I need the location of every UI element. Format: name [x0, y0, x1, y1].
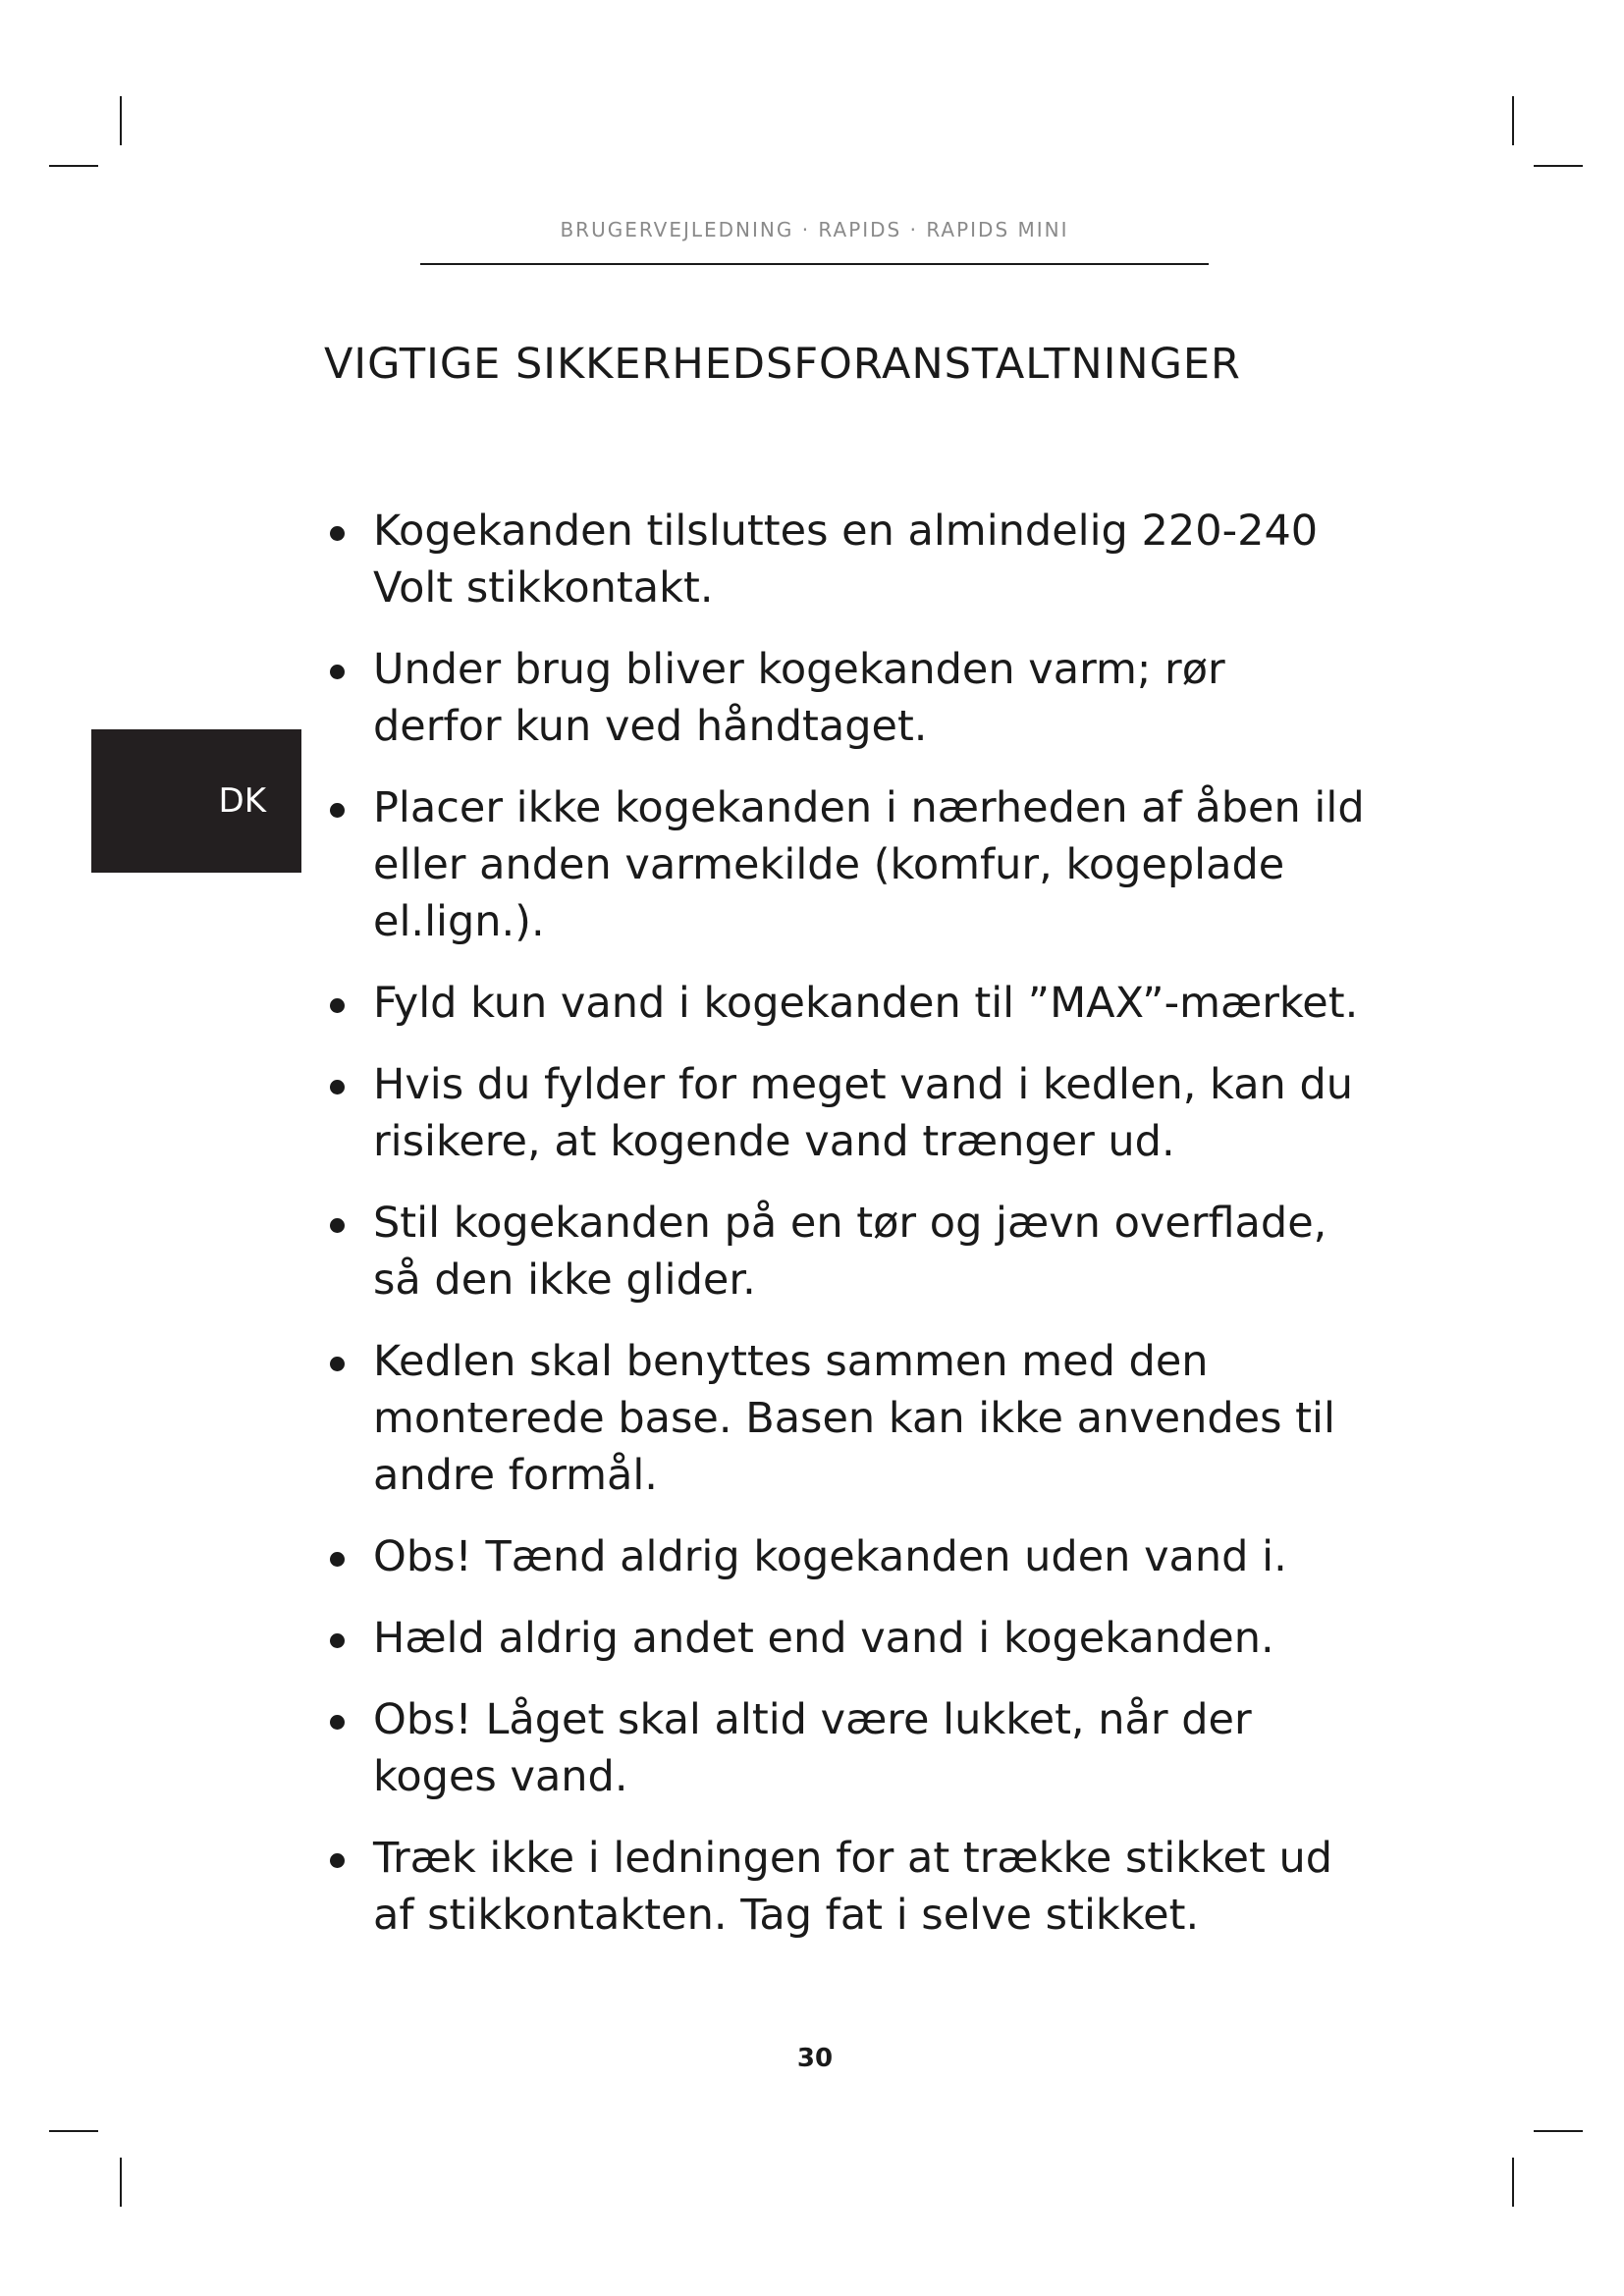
crop-mark-top-right-vertical — [1512, 96, 1514, 145]
bullet-icon — [330, 1715, 345, 1730]
crop-mark-bottom-right-horizontal — [1534, 2130, 1583, 2132]
crop-mark-bottom-right-vertical — [1512, 2158, 1514, 2207]
list-item — [324, 641, 1365, 755]
bullet-icon — [330, 1552, 345, 1567]
list-item-text: Kogekanden tilsluttes en almindelig 220-240 Volt stikkontakt. — [373, 507, 1319, 613]
list-item — [324, 1195, 1365, 1308]
bullet-icon — [330, 665, 345, 679]
list-item — [324, 1610, 1365, 1667]
crop-mark-top-right-horizontal — [1534, 165, 1583, 167]
bullet-icon — [330, 526, 345, 541]
language-tab — [91, 729, 301, 873]
list-item-text: Obs! Tænd aldrig kogekanden uden vand i. — [373, 1532, 1287, 1581]
list-item-text: Træk ikke i ledningen for at trække stikket ud af stikkontakten. Tag fat i selve stikket. — [373, 1834, 1333, 1940]
page-title: VIGTIGE SIKKERHEDSFORANSTALTNINGER — [324, 340, 1241, 389]
bullet-icon — [330, 1218, 345, 1233]
header-divider — [420, 263, 1209, 265]
crop-mark-bottom-left-horizontal — [49, 2130, 98, 2132]
bullet-icon — [330, 998, 345, 1013]
list-item-text: Placer ikke kogekanden i nærheden af åben ild eller anden varmekilde (komfur, kogeplade el.lign.). — [373, 783, 1365, 946]
list-item — [324, 1528, 1365, 1585]
list-item — [324, 1691, 1365, 1805]
list-item-text: Hæld aldrig andet end vand i kogekanden. — [373, 1614, 1274, 1663]
list-item-text: Kedlen skal benyttes sammen med den monterede base. Basen kan ikke anvendes til andre formål. — [373, 1337, 1335, 1500]
list-item-text: Hvis du fylder for meget vand i kedlen, kan du risikere, at kogende vand trænger ud. — [373, 1060, 1354, 1166]
crop-mark-bottom-left-vertical — [120, 2158, 122, 2207]
bullet-icon — [330, 1357, 345, 1371]
page-number: 30 — [796, 2044, 834, 2073]
list-item-text: Obs! Låget skal altid være lukket, når der koges vand. — [373, 1695, 1252, 1801]
list-item-text: Stil kogekanden på en tør og jævn overflade, så den ikke glider. — [373, 1199, 1327, 1305]
list-item-text: Fyld kun vand i kogekanden til ”MAX”-mærket. — [373, 979, 1359, 1028]
list-item — [324, 1056, 1365, 1170]
running-header: BRUGERVEJLEDNING · RAPIDS · RAPIDS MINI — [560, 218, 1069, 241]
bullet-icon — [330, 1080, 345, 1095]
list-item — [324, 1830, 1365, 1944]
bullet-icon — [330, 1633, 345, 1648]
list-item-text: Under brug bliver kogekanden varm; rør derfor kun ved håndtaget. — [373, 645, 1225, 751]
list-item — [324, 503, 1365, 616]
crop-mark-top-left-vertical — [120, 96, 122, 145]
crop-mark-top-left-horizontal — [49, 165, 98, 167]
safety-instructions-list — [324, 503, 1365, 1968]
list-item — [324, 975, 1365, 1032]
bullet-icon — [330, 1853, 345, 1868]
list-item — [324, 779, 1365, 950]
language-tab-label: DK — [218, 781, 266, 821]
list-item — [324, 1333, 1365, 1504]
bullet-icon — [330, 803, 345, 818]
